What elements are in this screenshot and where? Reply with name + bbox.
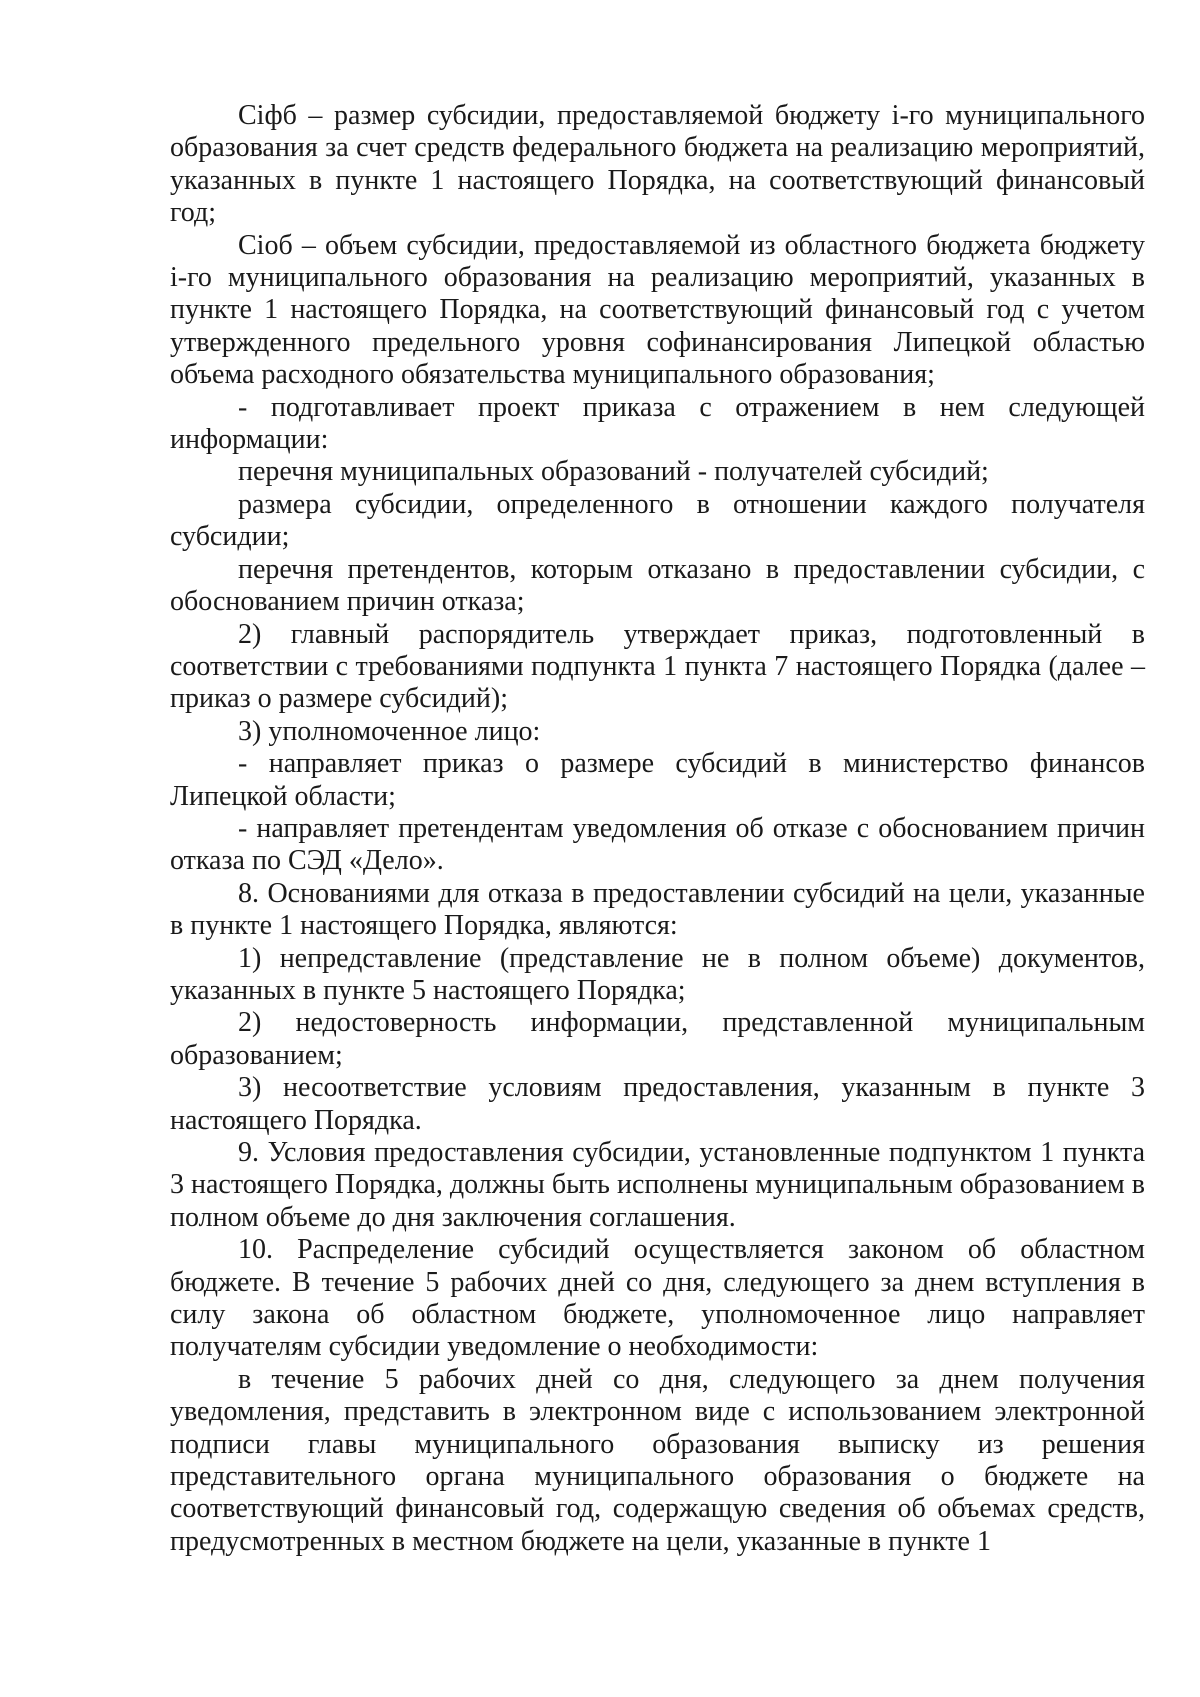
- paragraph-sends-refusals: - направляет претендентам уведомления об отказе с обоснованием причин отказа по СЭД «Дело».: [170, 812, 1145, 877]
- paragraph-point-10: 10. Распределение субсидий осуществляется законом об областном бюджете. В течение 5 рабочих дней со дня, следующего за днем вступления в силу закона об областном бюджете, уполномоченное лицо направляет получателям субсидии уведомление о необходимости:: [170, 1234, 1145, 1363]
- paragraph-item-2-approves: 2) главный распорядитель утверждает приказ, подготовленный в соответствии с требованиями подпункта 1 пункта 7 настоящего Порядка (далее – приказ о размере субсидий);: [170, 618, 1145, 715]
- paragraph-point-8-2: 2) недостоверность информации, представленной муниципальным образованием;: [170, 1007, 1145, 1071]
- paragraph-prepares-order: - подготавливает проект приказа с отражением в нем следующей информации:: [170, 391, 1145, 456]
- paragraph-ciфб-definition: Сiфб – размер субсидии, предоставляемой бюджету i-го муниципального образования за счет средств федерального бюджета на реализацию мероприятий, указанных в пункте 1 настоящего Порядка, на соответствующий финансовый год;: [170, 100, 1145, 229]
- paragraph-point-8: 8. Основаниями для отказа в предоставлении субсидий на цели, указанные в пункте 1 настоящего Порядка, являются:: [170, 877, 1145, 942]
- paragraph-rejected-list: перечня претендентов, которым отказано в предоставлении субсидии, с обоснованием причин отказа;: [170, 553, 1145, 618]
- paragraph-point-10-within-5-days: в течение 5 рабочих дней со дня, следующего за днем получения уведомления, представить в электронном виде с использованием электронной подписи главы муниципального образования выписку из решения представительного органа муниципального образования о бюджете на соответствующий финансовый год, содержащую сведения об объемах средств, предусмотренных в местном бюджете на цели, указанные в пункте 1: [170, 1363, 1145, 1557]
- paragraph-point-8-3: 3) несоответствие условиям предоставления, указанным в пункте 3 настоящего Порядка.: [170, 1072, 1145, 1136]
- paragraph-list-recipients: перечня муниципальных образований - получателей субсидий;: [238, 456, 989, 488]
- paragraph-item-3-authorized: 3) уполномоченное лицо:: [238, 715, 541, 747]
- paragraph-point-9: 9. Условия предоставления субсидии, установленные подпунктом 1 пункта 3 настоящего Порядка, должны быть исполнены муниципальным образованием в полном объеме до дня заключения соглашения.: [170, 1137, 1145, 1233]
- paragraph-point-8-1: 1) непредставление (представление не в полном объеме) документов, указанных в пункте 5 настоящего Порядка;: [170, 942, 1145, 1006]
- paragraph-ciоб-definition: Сiоб – объем субсидии, предоставляемой из областного бюджета бюджету i-го муниципального образования на реализацию мероприятий, указанных в пункте 1 настоящего Порядка, на соответствующий финансовый год с учетом утвержденного предельного уровня софинансирования Липецкой областью объема расходного обязательства муниципального образования;: [170, 229, 1145, 391]
- paragraph-sends-order: - направляет приказ о размере субсидий в министерство финансов Липецкой области;: [170, 748, 1145, 812]
- paragraph-subsidy-size: размера субсидии, определенного в отношении каждого получателя субсидии;: [170, 488, 1145, 553]
- document-page: [170, 100, 1145, 1558]
